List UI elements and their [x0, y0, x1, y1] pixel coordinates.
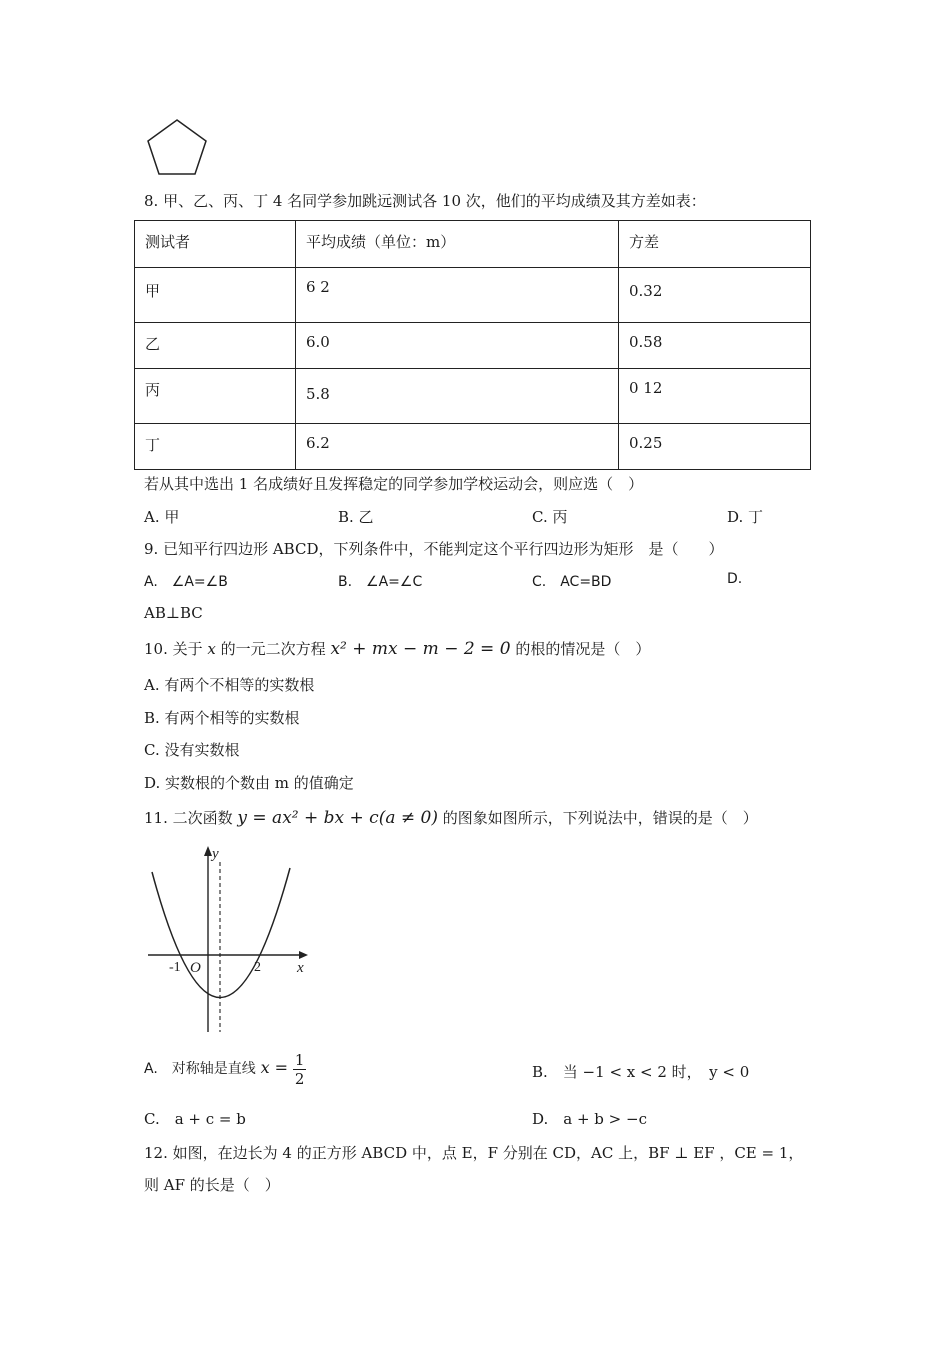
q11-option-a-lhs: x =	[260, 1058, 289, 1077]
q8-question: 若从其中选出 1 名成绩好且发挥稳定的同学参加学校运动会，则应选（ ）	[144, 475, 644, 493]
table-header-cell: 方差	[619, 221, 811, 268]
table-row	[135, 424, 811, 470]
parabola-graph	[140, 840, 320, 1040]
q9-option-a[interactable]: A. ∠A=∠B	[144, 574, 228, 590]
q11-stem-prefix: 11. 二次函数	[144, 809, 233, 827]
q11-option-b[interactable]: B. 当 −1 < x < 2 时， y < 0	[532, 1063, 750, 1081]
q8-option-c[interactable]: C. 丙	[532, 508, 568, 526]
table-cell: 0 12	[619, 369, 811, 424]
q10-var-x: x	[207, 640, 216, 658]
q9-stem: 9. 已知平行四边形 ABCD，下列条件中，不能判定这个平行四边形为矩形 是（ ）	[144, 540, 724, 558]
q10-equation: x² + mx − m − 2 = 0	[330, 639, 511, 659]
pentagon-figure	[144, 116, 210, 178]
q8-option-d[interactable]: D. 丁	[727, 508, 764, 526]
q11-stem	[144, 807, 758, 828]
q11-option-a[interactable]	[144, 1048, 306, 1089]
parabola-curve	[152, 868, 290, 998]
table-row	[135, 268, 811, 323]
q11-option-d[interactable]: D. a + b > −c	[532, 1110, 647, 1128]
table-row	[135, 369, 811, 424]
table-cell: 乙	[135, 323, 296, 369]
q10-stem	[144, 638, 650, 659]
q9-option-c[interactable]: C. AC=BD	[532, 574, 612, 590]
q11-option-a-prefix: A. 对称轴是直线	[144, 1061, 256, 1077]
root-left-label: -1	[169, 960, 181, 975]
table-header-row	[135, 221, 811, 268]
table-cell: 5.8	[296, 369, 619, 424]
table-header-cell: 平均成绩（单位：m）	[296, 221, 619, 268]
table-cell: 0.58	[619, 323, 811, 369]
q8-option-b[interactable]: B. 乙	[338, 508, 374, 526]
q10-stem-mid: 的一元二次方程	[220, 640, 326, 658]
table-cell: 0.32	[619, 268, 811, 323]
q10-option-d[interactable]: D. 实数根的个数由 m 的值确定	[144, 774, 354, 792]
q10-option-c[interactable]: C. 没有实数根	[144, 741, 240, 759]
table-row	[135, 323, 811, 369]
q10-stem-suffix: 的根的情况是（ ）	[515, 640, 651, 658]
table-cell: 丙	[135, 369, 296, 424]
table-cell: 6 2	[296, 268, 619, 323]
q11-function: y = ax² + bx + c(a ≠ 0)	[237, 808, 438, 828]
q8-stem: 8. 甲、乙、丙、丁 4 名同学参加跳远测试各 10 次，他们的平均成绩及其方差如表：	[144, 192, 706, 210]
fraction-denominator: 2	[294, 1069, 305, 1088]
q8-option-a[interactable]: A. 甲	[144, 508, 180, 526]
q10-stem-prefix: 10. 关于	[144, 640, 203, 658]
table-cell: 丁	[135, 424, 296, 470]
q11-stem-suffix: 的图象如图所示，下列说法中，错误的是（ ）	[442, 809, 758, 827]
q11-option-a-fraction	[293, 1051, 307, 1088]
table-header-cell: 测试者	[135, 221, 296, 268]
q10-option-b[interactable]: B. 有两个相等的实数根	[144, 709, 300, 727]
q11-option-c[interactable]: C. a + c = b	[144, 1110, 246, 1128]
origin-label: O	[190, 960, 201, 976]
q9-option-b[interactable]: B. ∠A=∠C	[338, 574, 423, 590]
x-axis-arrow	[299, 951, 308, 959]
q10-option-a[interactable]: A. 有两个不相等的实数根	[144, 676, 315, 694]
scores-table	[134, 220, 811, 470]
fraction-numerator: 1	[294, 1050, 305, 1069]
y-axis-arrow	[204, 846, 212, 856]
q12-line1: 12. 如图，在边长为 4 的正方形 ABCD 中，点 E，F 分别在 CD，AC 上，BF ⊥ EF ，CE = 1，	[144, 1144, 804, 1162]
table-cell: 0.25	[619, 424, 811, 470]
table-cell: 6.2	[296, 424, 619, 470]
root-right-label: 2	[254, 960, 261, 975]
table-cell: 6.0	[296, 323, 619, 369]
y-axis-label: y	[212, 846, 219, 862]
q9-option-d-text: AB⊥BC	[144, 604, 203, 622]
x-axis-label: x	[297, 960, 304, 976]
q12-line2: 则 AF 的长是（ ）	[144, 1176, 280, 1194]
q9-option-d[interactable]: D.	[727, 571, 743, 587]
table-cell: 甲	[135, 268, 296, 323]
